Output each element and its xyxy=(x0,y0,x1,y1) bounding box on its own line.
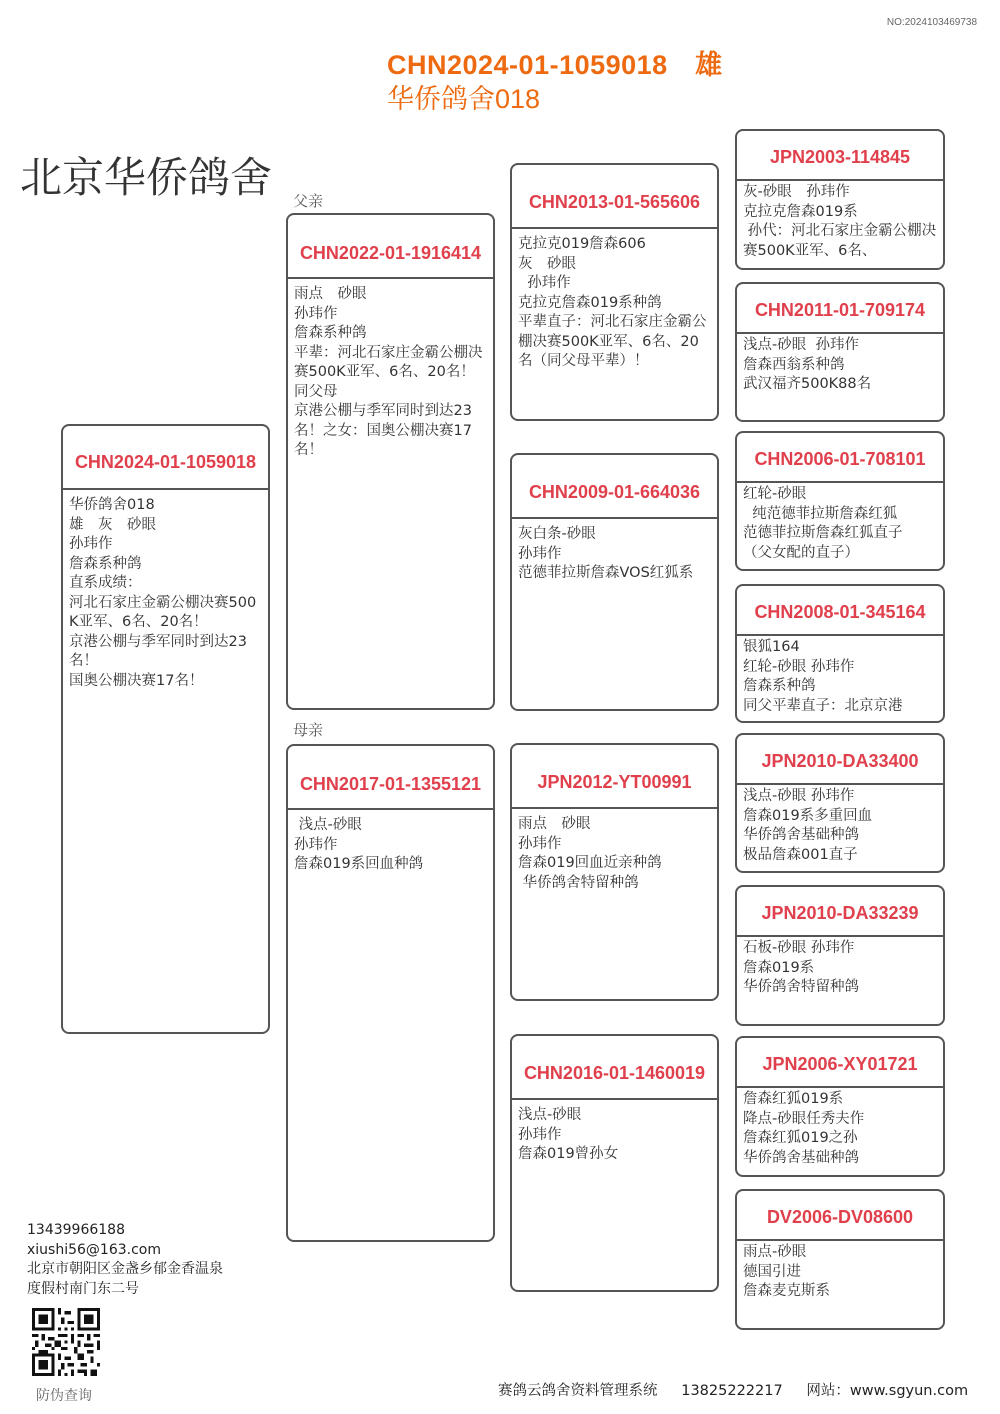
card-details: 石板-砂眼 孙玮作 詹森019系 华侨鸽舍特留种鸽 xyxy=(743,940,859,995)
pedigree-card-ggp-6[interactable] xyxy=(735,885,945,1026)
card-details: 詹森红狐019系 降点-砂眼任秀夫作 詹森红狐019之孙 华侨鸽舍基础种鸽 xyxy=(743,1091,865,1166)
pedigree-card-ggp-5[interactable] xyxy=(735,733,945,873)
contact-phone: 13439966188 xyxy=(27,1222,125,1238)
card-details: 灰-砂眼 孙玮作 克拉克詹森019系 孙代：河北石家庄金霸公棚决赛500K亚军、6名、 xyxy=(743,184,937,259)
pedigree-card-sire-dam[interactable] xyxy=(510,453,719,711)
footer xyxy=(498,1379,968,1400)
footer-website[interactable]: 网站：www.sgyun.com xyxy=(806,1383,969,1399)
pedigree-card-ggp-8[interactable] xyxy=(735,1189,945,1330)
pedigree-card-ggp-7[interactable] xyxy=(735,1036,945,1177)
ring-number: JPN2006-XY01721 xyxy=(737,1038,943,1088)
ring-number: CHN2009-01-664036 xyxy=(512,455,717,519)
pedigree-card-subject[interactable] xyxy=(61,424,270,1034)
ring-number: CHN2024-01-1059018 xyxy=(63,426,268,490)
mother-label: 母亲 xyxy=(293,721,324,739)
title-pigeon-name: 华侨鸽舍018 xyxy=(387,84,541,114)
pedigree-card-dam-dam[interactable] xyxy=(510,1034,719,1292)
card-details: 浅点-砂眼 孙玮作 詹森019系多重回血 华侨鸽舍基础种鸽 极品詹森001直子 xyxy=(743,788,873,863)
pedigree-card-sire-sire[interactable] xyxy=(510,163,719,421)
card-details: 雨点 砂眼 孙玮作 詹森019回血近亲种鸽 华侨鸽舍特留种鸽 xyxy=(518,816,662,891)
ring-number: CHN2008-01-345164 xyxy=(737,586,943,636)
pedigree-card-ggp-1[interactable] xyxy=(735,129,945,270)
pedigree-card-dam-sire[interactable] xyxy=(510,743,719,1001)
document-number: NO:2024103469738 xyxy=(886,17,977,28)
ring-number: JPN2010-DA33239 xyxy=(737,887,943,937)
father-label: 父亲 xyxy=(293,192,324,210)
card-details: 华侨鸽舍018 雄 灰 砂眼 孙玮作 詹森系种鸽 直系成绩： 河北石家庄金霸公棚决赛500K亚军、6名、20名！ 京港公棚与季军同时到达23名！ 国奥公棚决赛17名！ xyxy=(69,497,257,689)
ring-number: CHN2022-01-1916414 xyxy=(288,215,493,279)
qr-label: 防伪查询 xyxy=(36,1388,92,1404)
pedigree-card-ggp-2[interactable] xyxy=(735,282,945,422)
ring-number: JPN2012-YT00991 xyxy=(512,745,717,809)
ring-number: JPN2010-DA33400 xyxy=(737,735,943,785)
ring-number: CHN2006-01-708101 xyxy=(737,433,943,483)
card-details: 银狐164 红轮-砂眼 孙玮作 詹森系种鸽 同父平辈直子：北京京港 xyxy=(743,639,903,714)
ring-number: CHN2016-01-1460019 xyxy=(512,1036,717,1100)
qr-code-icon[interactable] xyxy=(32,1308,100,1376)
ring-number: JPN2003-114845 xyxy=(737,131,943,181)
contact-address: 北京市朝阳区金盏乡郁金香温泉 度假村南门东二号 xyxy=(27,1261,223,1297)
card-details: 红轮-砂眼 纯范德菲拉斯詹森红狐 范德菲拉斯詹森红狐直子 （父女配的直子） xyxy=(743,486,903,561)
ring-number: CHN2011-01-709174 xyxy=(737,284,943,334)
pedigree-card-ggp-3[interactable] xyxy=(735,431,945,571)
contact-email[interactable]: xiushi56@163.com xyxy=(27,1241,161,1258)
card-details: 浅点-砂眼 孙玮作 詹森西翁系种鸽 武汉福齐500K88名 xyxy=(743,337,872,392)
pedigree-card-sire[interactable] xyxy=(286,213,495,710)
ring-number: CHN2013-01-565606 xyxy=(512,165,717,229)
pedigree-card-dam[interactable] xyxy=(286,744,495,1242)
footer-phone: 13825222217 xyxy=(681,1383,783,1399)
contact-block xyxy=(27,1221,223,1299)
card-details: 浅点-砂眼 孙玮作 詹森019曾孙女 xyxy=(518,1107,619,1162)
ring-number: CHN2017-01-1355121 xyxy=(288,746,493,810)
card-details: 克拉克019詹森606 灰 砂眼 孙玮作 克拉克詹森019系种鸽 平辈直子：河北石家庄金霸公棚决赛500K亚军、6名、20名（同父母平辈）！ xyxy=(518,236,707,369)
ring-number: DV2006-DV08600 xyxy=(737,1191,943,1241)
card-details: 雨点 砂眼 孙玮作 詹森系种鸽 平辈：河北石家庄金霸公棚决赛500K亚军、6名、20名！同父母 京港公棚与季军同时到达23名！之女：国奥公棚决赛17名！ xyxy=(294,286,483,458)
pedigree-card-ggp-4[interactable] xyxy=(735,584,945,723)
card-details: 雨点-砂眼 德国引进 詹森麦克斯系 xyxy=(743,1244,830,1299)
card-details: 浅点-砂眼 孙玮作 詹森019系回血种鸽 xyxy=(294,817,424,872)
card-details: 灰白条-砂眼 孙玮作 范德菲拉斯詹森VOS红狐系 xyxy=(518,526,694,581)
loft-name: 北京华侨鸽舍 xyxy=(20,153,273,202)
title-ring-sex: CHN2024-01-1059018 雄 xyxy=(387,50,723,80)
footer-system: 赛鸽云鸽舍资料管理系统 xyxy=(498,1383,658,1399)
